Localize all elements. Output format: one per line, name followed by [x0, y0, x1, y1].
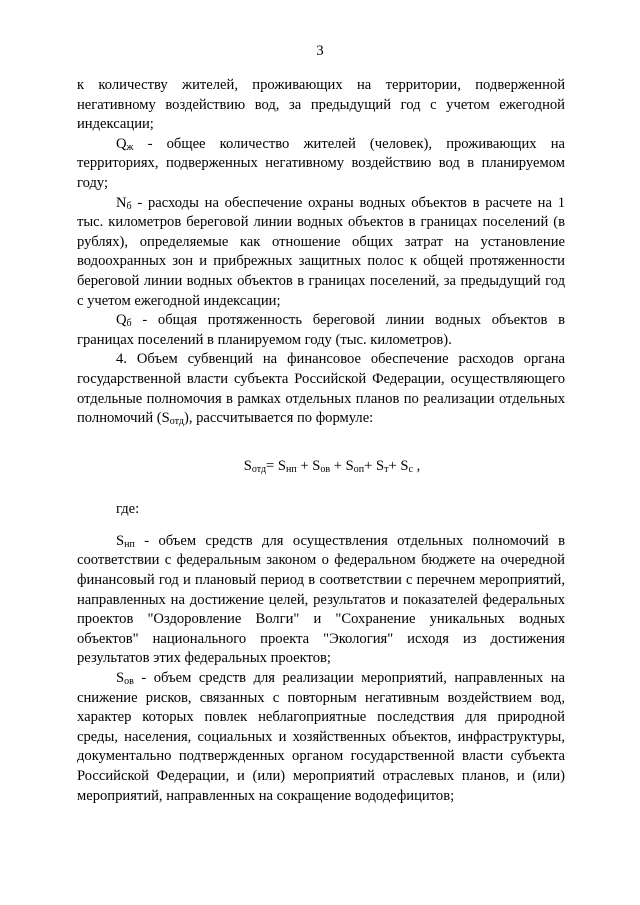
spacer [77, 520, 565, 532]
formula-sub: ов [320, 463, 331, 475]
symbol: S [116, 670, 125, 687]
symbol: S [116, 532, 125, 549]
symbol: Q [116, 312, 127, 329]
formula-part: + S [296, 457, 321, 474]
formula [77, 457, 565, 477]
symbol-subscript: отд [169, 416, 184, 428]
definition-text: - общая протяженность береговой линии водных объектов в границах поселений в планируемом году (тыс. километров). [77, 312, 565, 348]
symbol-subscript: б [126, 200, 132, 212]
definition-n-b [77, 194, 565, 312]
formula-sub: т [384, 463, 389, 475]
formula-part: + S [388, 457, 409, 474]
definition-text: - общее количество жителей (человек), проживающих на территориях, подверженных негативному воздействию вод в планируемом году; [77, 135, 565, 191]
symbol-subscript: ов [124, 676, 134, 688]
symbol: N [116, 194, 127, 211]
symbol-subscript: ж [126, 141, 134, 153]
formula-sub: отд [251, 463, 267, 475]
definition-text: - объем средств для реализации мероприятий, направленных на снижение рисков, связанных с повторным негативным воздействием вод, характер которых повлек неблагоприятные последствия для природной среды, населения, социальных и хозяйственных объектов, инфраструктуры, документально подтвержденных органом государственной власти субъекта Российской Федерации, и (или) мероприятий отраслевых планов, и (или) мероприятий, направленных на сокращение вододефицитов; [77, 670, 565, 804]
formula-part: + S [364, 457, 385, 474]
definition-q-zh [77, 135, 565, 194]
definition-s-np [77, 532, 565, 669]
formula-sub: оп [353, 463, 365, 475]
formula-part: + S [330, 457, 354, 474]
item-text: ), рассчитывается по формуле: [183, 410, 374, 427]
definition-s-ov [77, 669, 565, 806]
formula-part: , [412, 457, 421, 474]
symbol: Q [116, 135, 127, 152]
definition-text: - объем средств для осуществления отдельных полномочий в соответствии с федеральным законом о федеральном бюджете на очередной финансовый год и плановый период в соответствии с перечнем мероприятий, направленных на достижение целей, результатов и показателей федеральных проектов "Оздоровление Волги" и "Сохранение уникальных водных объектов" национального проекта "Экология" исходя из достижения результатов этих федеральных проектов; [77, 532, 565, 667]
document-body [77, 76, 565, 806]
definition-text: - расходы на обеспечение охраны водных объектов в расчете на 1 тыс. километров береговой линии водных объектов в границах поселений (в рублях), определяемые как отношение общих затрат на установление водоохранных зон и прибрежных защитных полос к общей протяженности береговой линии водных объектов в границах поселений, за предыдущий год с учетом ежегодной индексации; [77, 194, 565, 309]
formula-part: S [243, 457, 252, 474]
item-4-paragraph [77, 350, 565, 428]
symbol-subscript: б [126, 318, 132, 330]
paragraph-continuation: к количеству жителей, проживающих на территории, подверженной негативному воздействию вод, за предыдущий год с учетом ежегодной индексации; [77, 77, 565, 133]
definition-q-b [77, 311, 565, 350]
formula-sub: нп [286, 463, 297, 475]
symbol-subscript: нп [124, 538, 135, 550]
formula-sub: с [408, 463, 413, 475]
formula-part: = S [266, 457, 287, 474]
where-label: где: [116, 501, 140, 518]
page-number: 3 [316, 43, 324, 59]
item-text: 4. Объем субвенций на финансовое обеспечение расходов органа государственной власти субъекта Российской Федерации, осуществляющего отдельные полномочия в рамках отдельных планов по реализации отдельных полномочий (S [77, 351, 565, 427]
